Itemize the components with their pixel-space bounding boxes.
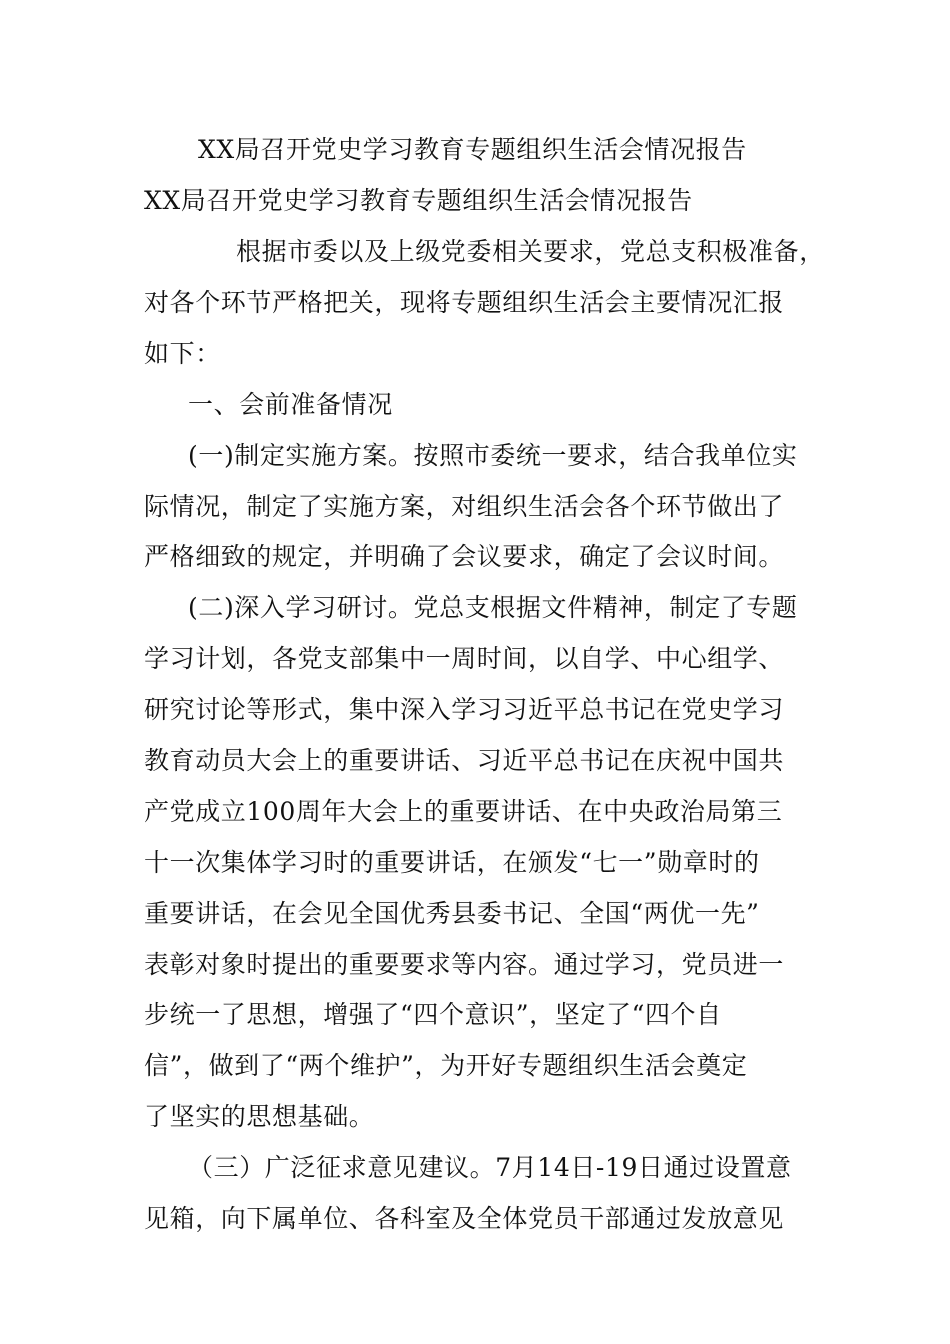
paragraph-line: 信”，做到了“两个维护”，为开好专题组织生活会奠定 xyxy=(144,1051,748,1080)
document-title-repeat: XX局召开党史学习教育专题组织生活会情况报告 xyxy=(144,186,693,215)
paragraph-line: 严格细致的规定，并明确了会议要求，确定了会议时间。 xyxy=(144,542,785,571)
paragraph-line: 学习计划，各党支部集中一周时间，以自学、中心组学、 xyxy=(144,644,785,673)
paragraph-line: 产党成立100周年大会上的重要讲话、在中央政治局第三 xyxy=(144,797,783,826)
paragraph-line: 步统一了思想，增强了“四个意识”，坚定了“四个自 xyxy=(144,1000,722,1029)
paragraph-line: 教育动员大会上的重要讲话、习近平总书记在庆祝中国共 xyxy=(144,746,785,775)
paragraph-line: 研究讨论等形式，集中深入学习习近平总书记在党史学习 xyxy=(144,695,785,724)
paragraph-line: 重要讲话，在会见全国优秀县委书记、全国“两优一先” xyxy=(144,899,760,928)
paragraph-line: 际情况，制定了实施方案，对组织生活会各个环节做出了 xyxy=(144,492,785,521)
paragraph-line: (一)制定实施方案。按照市委统一要求，结合我单位实 xyxy=(188,441,798,470)
paragraph-line: 如下： xyxy=(144,339,221,368)
section-heading: 一、会前准备情况 xyxy=(188,390,393,419)
paragraph-line: 表彰对象时提出的重要要求等内容。通过学习，党员进一 xyxy=(144,950,785,979)
paragraph-line: 十一次集体学习时的重要讲话，在颁发“七一”勋章时的 xyxy=(144,848,760,877)
paragraph-line: （三）广泛征求意见建议。7月14日-19日通过设置意 xyxy=(188,1153,792,1182)
paragraph-line: (二)深入学习研讨。党总支根据文件精神，制定了专题 xyxy=(188,593,798,622)
paragraph-line: 对各个环节严格把关，现将专题组织生活会主要情况汇报 xyxy=(144,288,785,317)
document-title: XX局召开党史学习教育专题组织生活会情况报告 xyxy=(198,135,747,164)
paragraph-line: 根据市委以及上级党委相关要求，党总支积极准备， xyxy=(236,237,825,266)
paragraph-line: 见箱，向下属单位、各科室及全体党员干部通过发放意见 xyxy=(144,1204,785,1233)
paragraph-line: 了坚实的思想基础。 xyxy=(144,1102,375,1131)
